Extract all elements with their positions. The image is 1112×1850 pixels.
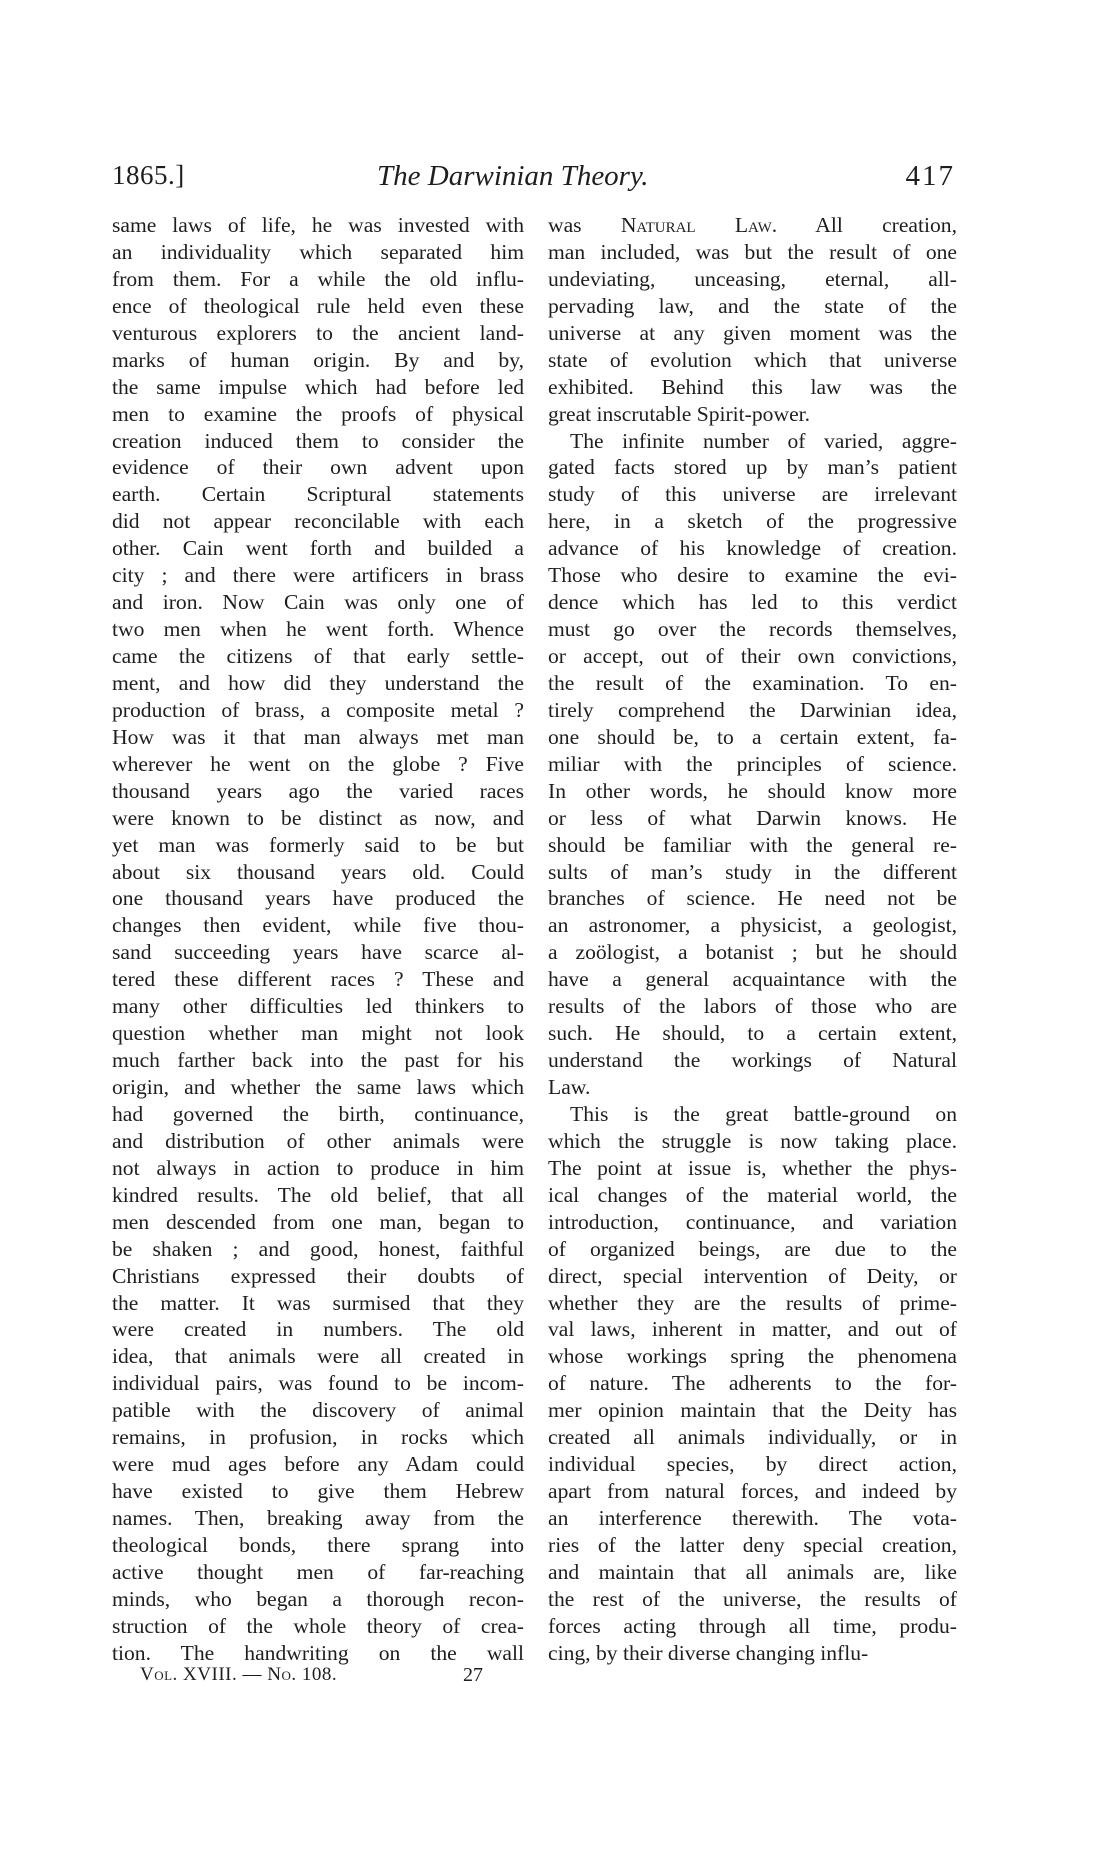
text-line: ment, and how did they understand the bbox=[112, 670, 524, 695]
text-line: an individuality which separated him bbox=[112, 239, 524, 264]
text-line: origin, and whether the same laws which bbox=[112, 1075, 524, 1099]
header-year: 1865.] bbox=[112, 160, 185, 190]
text-line: Law. bbox=[548, 1075, 591, 1099]
text-line: dence which has led to this verdict bbox=[548, 590, 957, 615]
text-line: have a general acquaintance with the bbox=[548, 967, 957, 992]
left-column bbox=[112, 212, 524, 1667]
text-line: two men when he went forth. Whence bbox=[112, 617, 524, 642]
text-line: Those who desire to examine the evi- bbox=[548, 563, 957, 588]
text-line: created all animals individually, or in bbox=[548, 1425, 957, 1450]
text-line: were mud ages before any Adam could bbox=[112, 1452, 524, 1477]
text-line: one thousand years have produced the bbox=[112, 886, 524, 911]
text-line: or accept, out of their own convictions, bbox=[548, 644, 957, 668]
text-line: from them. For a while the old influ- bbox=[112, 266, 524, 291]
text-line: struction of the whole theory of crea- bbox=[112, 1613, 524, 1638]
text-line: an astronomer, a physicist, a geologist, bbox=[548, 913, 957, 938]
text-line: many other difficulties led thinkers to bbox=[112, 994, 524, 1019]
text-line: forces acting through all time, produ- bbox=[548, 1613, 957, 1638]
text-line: question whether man might not look bbox=[112, 1021, 524, 1046]
text-line: In other words, he should know more bbox=[548, 778, 957, 803]
text-line: wherever he went on the globe ? Five bbox=[112, 751, 524, 776]
text-line: gated facts stored up by man’s patient bbox=[548, 455, 957, 480]
text-line: other. Cain went forth and builded a bbox=[112, 536, 524, 561]
text-line: mer opinion maintain that the Deity has bbox=[548, 1398, 957, 1423]
text-line: men to examine the proofs of physical bbox=[112, 401, 524, 426]
text-line: idea, that animals were all created in bbox=[112, 1344, 524, 1369]
text-line: results of the labors of those who are bbox=[548, 994, 957, 1019]
text-line: changes then evident, while five thou- bbox=[112, 913, 524, 938]
text-line: should be familiar with the general re- bbox=[548, 832, 957, 857]
text-line: must go over the records themselves, bbox=[548, 617, 957, 642]
text-line: production of brass, a composite metal ? bbox=[112, 697, 524, 722]
text-line: the rest of the universe, the results of bbox=[548, 1586, 957, 1611]
text-line: Christians expressed their doubts of bbox=[112, 1263, 524, 1288]
header-title: The Darwinian Theory. bbox=[377, 160, 649, 192]
page-number: 417 bbox=[905, 160, 955, 192]
text-line: the result of the examination. To en- bbox=[548, 670, 957, 695]
text-line: had governed the birth, continuance, bbox=[112, 1101, 524, 1126]
text-line: patible with the discovery of animal bbox=[112, 1398, 524, 1423]
text-line: undeviating, unceasing, eternal, all- bbox=[548, 266, 957, 291]
text-fragment: was bbox=[548, 213, 621, 237]
text-line: cing, by their diverse changing influ- bbox=[548, 1640, 869, 1665]
text-line: man included, was but the result of one bbox=[548, 239, 957, 264]
text-line: The infinite number of varied, aggre- bbox=[570, 428, 957, 453]
text-line: branches of science. He need not be bbox=[548, 886, 957, 911]
text-line: have existed to give them Hebrew bbox=[112, 1479, 524, 1504]
text-line: great inscrutable Spirit-power. bbox=[548, 401, 811, 426]
text-line: exhibited. Behind this law was the bbox=[548, 374, 957, 399]
text-line: ical changes of the material world, the bbox=[548, 1182, 957, 1207]
text-line: names. Then, breaking away from the bbox=[112, 1506, 524, 1530]
text-line: individual pairs, was found to be incom- bbox=[112, 1371, 524, 1396]
text-line: much farther back into the past for his bbox=[112, 1048, 524, 1073]
text-line: tered these different races ? These and bbox=[112, 967, 524, 992]
text-line: a zoölogist, a botanist ; but he should bbox=[548, 940, 957, 965]
text-line: kindred results. The old belief, that all bbox=[112, 1182, 524, 1207]
text-line: or less of what Darwin knows. He bbox=[548, 805, 957, 830]
running-header bbox=[112, 160, 955, 196]
text-line: an interference therewith. The vota- bbox=[548, 1506, 957, 1530]
text-line: advance of his knowledge of creation. bbox=[548, 536, 957, 561]
text-line: active thought men of far-reaching bbox=[112, 1559, 524, 1584]
text-line: did not appear reconcilable with each bbox=[112, 509, 524, 534]
text-line: pervading law, and the state of the bbox=[548, 293, 957, 318]
text-line: ence of theological rule held even these bbox=[112, 293, 524, 318]
text-line: men descended from one man, began to bbox=[112, 1209, 524, 1234]
text-line: of nature. The adherents to the for- bbox=[548, 1371, 957, 1396]
text-line: individual species, by direct action, bbox=[548, 1452, 957, 1477]
text-line: and distribution of other animals were bbox=[112, 1128, 524, 1153]
text-line: How was it that man always met man bbox=[112, 724, 524, 749]
text-line: apart from natural forces, and indeed by bbox=[548, 1479, 957, 1504]
text-line: such. He should, to a certain extent, bbox=[548, 1021, 957, 1046]
text-line: the matter. It was surmised that they bbox=[112, 1290, 524, 1315]
text-line: about six thousand years old. Could bbox=[112, 859, 524, 884]
text-line: marks of human origin. By and by, bbox=[112, 347, 524, 372]
text-line: venturous explorers to the ancient land- bbox=[112, 320, 524, 345]
text-line: This is the great battle-ground on bbox=[570, 1101, 957, 1126]
text-line: earth. Certain Scriptural statements bbox=[112, 482, 524, 507]
text-line: state of evolution which that universe bbox=[548, 347, 957, 372]
text-line: sand succeeding years have scarce al- bbox=[112, 940, 524, 965]
text-line: introduction, continuance, and variation bbox=[548, 1209, 957, 1234]
text-line: minds, who began a thorough recon- bbox=[112, 1586, 524, 1611]
text-line: ries of the latter deny special creation, bbox=[548, 1532, 957, 1557]
text-line: theological bonds, there sprang into bbox=[112, 1532, 524, 1557]
text-line bbox=[548, 212, 957, 239]
text-line: tirely comprehend the Darwinian idea, bbox=[548, 697, 957, 722]
text-line: yet man was formerly said to be but bbox=[112, 832, 524, 857]
text-line: and iron. Now Cain was only one of bbox=[112, 590, 524, 615]
text-line: and maintain that all animals are, like bbox=[548, 1559, 957, 1584]
text-line: of organized beings, are due to the bbox=[548, 1236, 957, 1261]
text-line: were created in numbers. The old bbox=[112, 1317, 524, 1342]
text-line: the same impulse which had before led bbox=[112, 374, 524, 399]
text-line: understand the workings of Natural bbox=[548, 1048, 957, 1073]
text-line: creation induced them to consider the bbox=[112, 428, 524, 453]
text-line: here, in a sketch of the progressive bbox=[548, 509, 957, 534]
text-line: one should be, to a certain extent, fa- bbox=[548, 724, 957, 749]
volume-number: Vol. XVIII. — No. 108. bbox=[140, 1664, 338, 1685]
text-line: same laws of life, he was invested with bbox=[112, 213, 524, 237]
text-line: The point at issue is, whether the phys- bbox=[548, 1155, 957, 1180]
text-line: miliar with the principles of science. bbox=[548, 751, 957, 776]
text-line: evidence of their own advent upon bbox=[112, 455, 524, 480]
text-line: direct, special intervention of Deity, or bbox=[548, 1263, 957, 1288]
text-line: thousand years ago the varied races bbox=[112, 778, 524, 803]
text-fragment: All creation, bbox=[777, 213, 958, 237]
text-line: universe at any given moment was the bbox=[548, 320, 957, 345]
text-line: came the citizens of that early settle- bbox=[112, 644, 524, 668]
text-line: sults of man’s study in the different bbox=[548, 859, 957, 884]
signature-mark: 27 bbox=[463, 1664, 483, 1686]
natural-law-smallcaps: Natural Law. bbox=[620, 213, 778, 237]
right-column bbox=[548, 212, 957, 1667]
text-line: whether they are the results of prime- bbox=[548, 1290, 957, 1315]
text-line: which the struggle is now taking place. bbox=[548, 1128, 957, 1153]
text-line: be shaken ; and good, honest, faithful bbox=[112, 1236, 524, 1261]
text-line: not always in action to produce in him bbox=[112, 1155, 524, 1180]
text-line: whose workings spring the phenomena bbox=[548, 1344, 957, 1369]
text-line: tion. The handwriting on the wall bbox=[112, 1640, 524, 1665]
text-line: were known to be distinct as now, and bbox=[112, 805, 524, 830]
text-line: remains, in profusion, in rocks which bbox=[112, 1425, 524, 1450]
text-line: city ; and there were artificers in brass bbox=[112, 563, 524, 588]
text-line: val laws, inherent in matter, and out of bbox=[548, 1317, 957, 1342]
text-line: study of this universe are irrelevant bbox=[548, 482, 957, 507]
